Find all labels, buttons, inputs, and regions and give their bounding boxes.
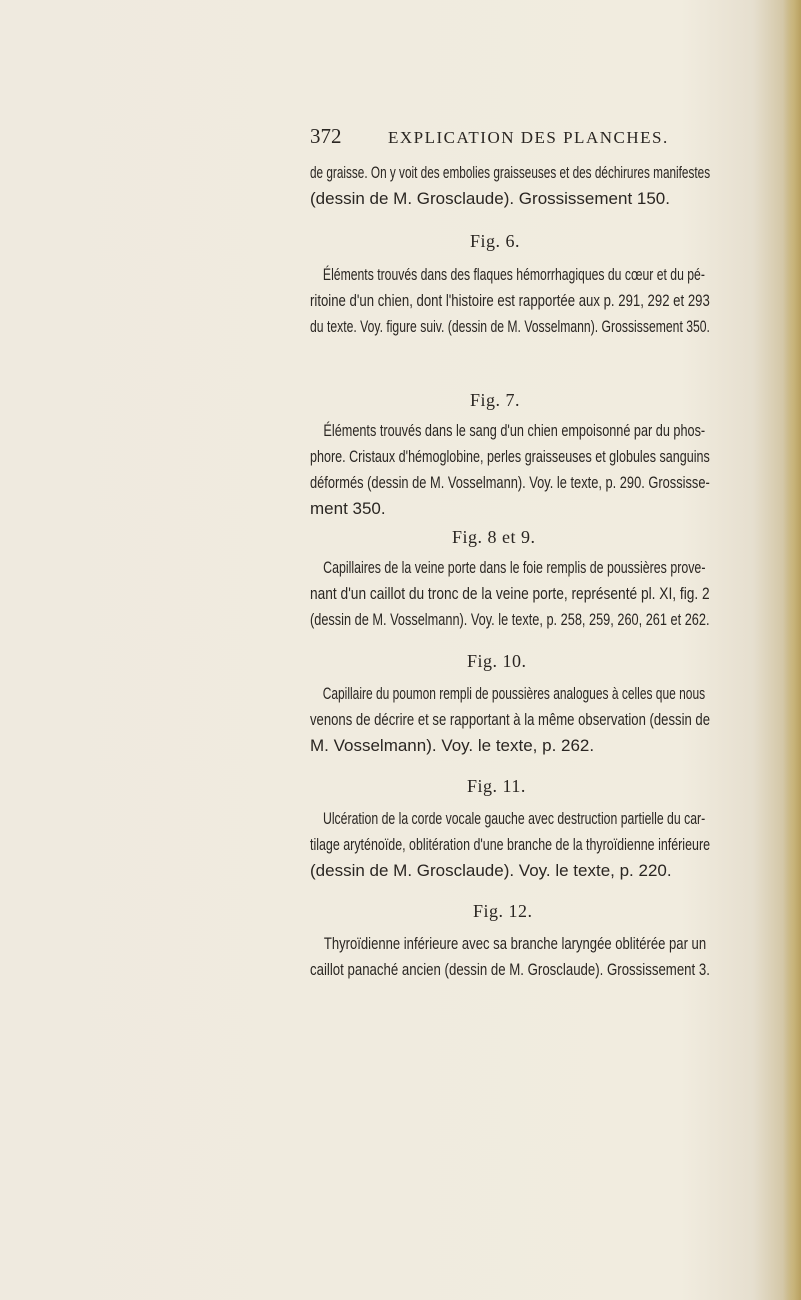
figure-heading-12: Fig. 12.	[473, 901, 533, 921]
text-line: ment 350.	[310, 499, 386, 518]
text-line: Thyroïdienne inférieure avec sa branche laryngée oblitérée par un	[323, 934, 707, 953]
text-line: (dessin de M. Vosselmann). Voy. le texte, p. 258, 259, 260, 261 et 262.	[310, 610, 710, 629]
text-line: Ulcération de la corde vocale gauche avec destruction partielle du car-	[322, 809, 706, 828]
figure-heading-10: Fig. 10.	[467, 651, 527, 671]
paragraph-fig-6	[310, 262, 710, 340]
text-line: venons de décrire et se rapportant à la même observation (dessin de	[310, 710, 710, 729]
figure-heading-11: Fig. 11.	[467, 776, 526, 796]
page-edge	[783, 0, 801, 1300]
text-line: M. Vosselmann). Voy. le texte, p. 262.	[310, 736, 595, 755]
figure-heading-6: Fig. 6.	[470, 231, 521, 251]
paragraph-fig-12	[310, 931, 710, 983]
paragraph-fig-10	[310, 681, 710, 759]
text-line: de graisse. On y voit des embolies graisseuses et des déchirures manifestes	[310, 163, 711, 182]
running-title: EXPLICATION DES PLANCHES.	[388, 128, 669, 147]
text-line: (dessin de M. Grosclaude). Grossissement 150.	[310, 189, 670, 208]
text-line: Capillaire du poumon rempli de poussières analogues à celles que nous	[322, 684, 706, 703]
paragraph-fig-8-9	[310, 555, 710, 633]
paragraph-fig-7	[310, 418, 710, 522]
figure-heading-8-9: Fig. 8 et 9.	[452, 527, 536, 547]
text-line: du texte. Voy. figure suiv. (dessin de M. Vosselmann). Grossissement 350.	[310, 317, 710, 336]
paragraph-fig-11	[310, 806, 710, 884]
figure-heading-7: Fig. 7.	[470, 390, 521, 410]
text-line: déformés (dessin de M. Vosselmann). Voy. le texte, p. 290. Grossisse-	[310, 473, 710, 492]
text-line: Éléments trouvés dans le sang d'un chien empoisonné par du phos-	[323, 421, 706, 440]
text-line: nant d'un caillot du tronc de la veine porte, représenté pl. XI, fig. 2	[310, 584, 710, 603]
text-line: ritoine d'un chien, dont l'histoire est rapportée aux p. 291, 292 et 293	[310, 291, 710, 310]
text-line: Éléments trouvés dans des flaques hémorrhagiques du cœur et du pé-	[322, 265, 705, 284]
text-line: (dessin de M. Grosclaude). Voy. le texte, p. 220.	[310, 861, 672, 880]
text-line: Capillaires de la veine porte dans le foie remplis de poussières prove-	[323, 558, 706, 577]
paragraph-continuation	[310, 160, 710, 212]
text-line: phore. Cristaux d'hémoglobine, perles graisseuses et globules sanguins	[310, 447, 710, 466]
text-line: tilage aryténoïde, oblitération d'une branche de la thyroïdienne inférieure	[310, 835, 711, 854]
text-line: caillot panaché ancien (dessin de M. Grosclaude). Grossissement 3.	[310, 960, 710, 979]
page-number: 372	[310, 124, 342, 148]
